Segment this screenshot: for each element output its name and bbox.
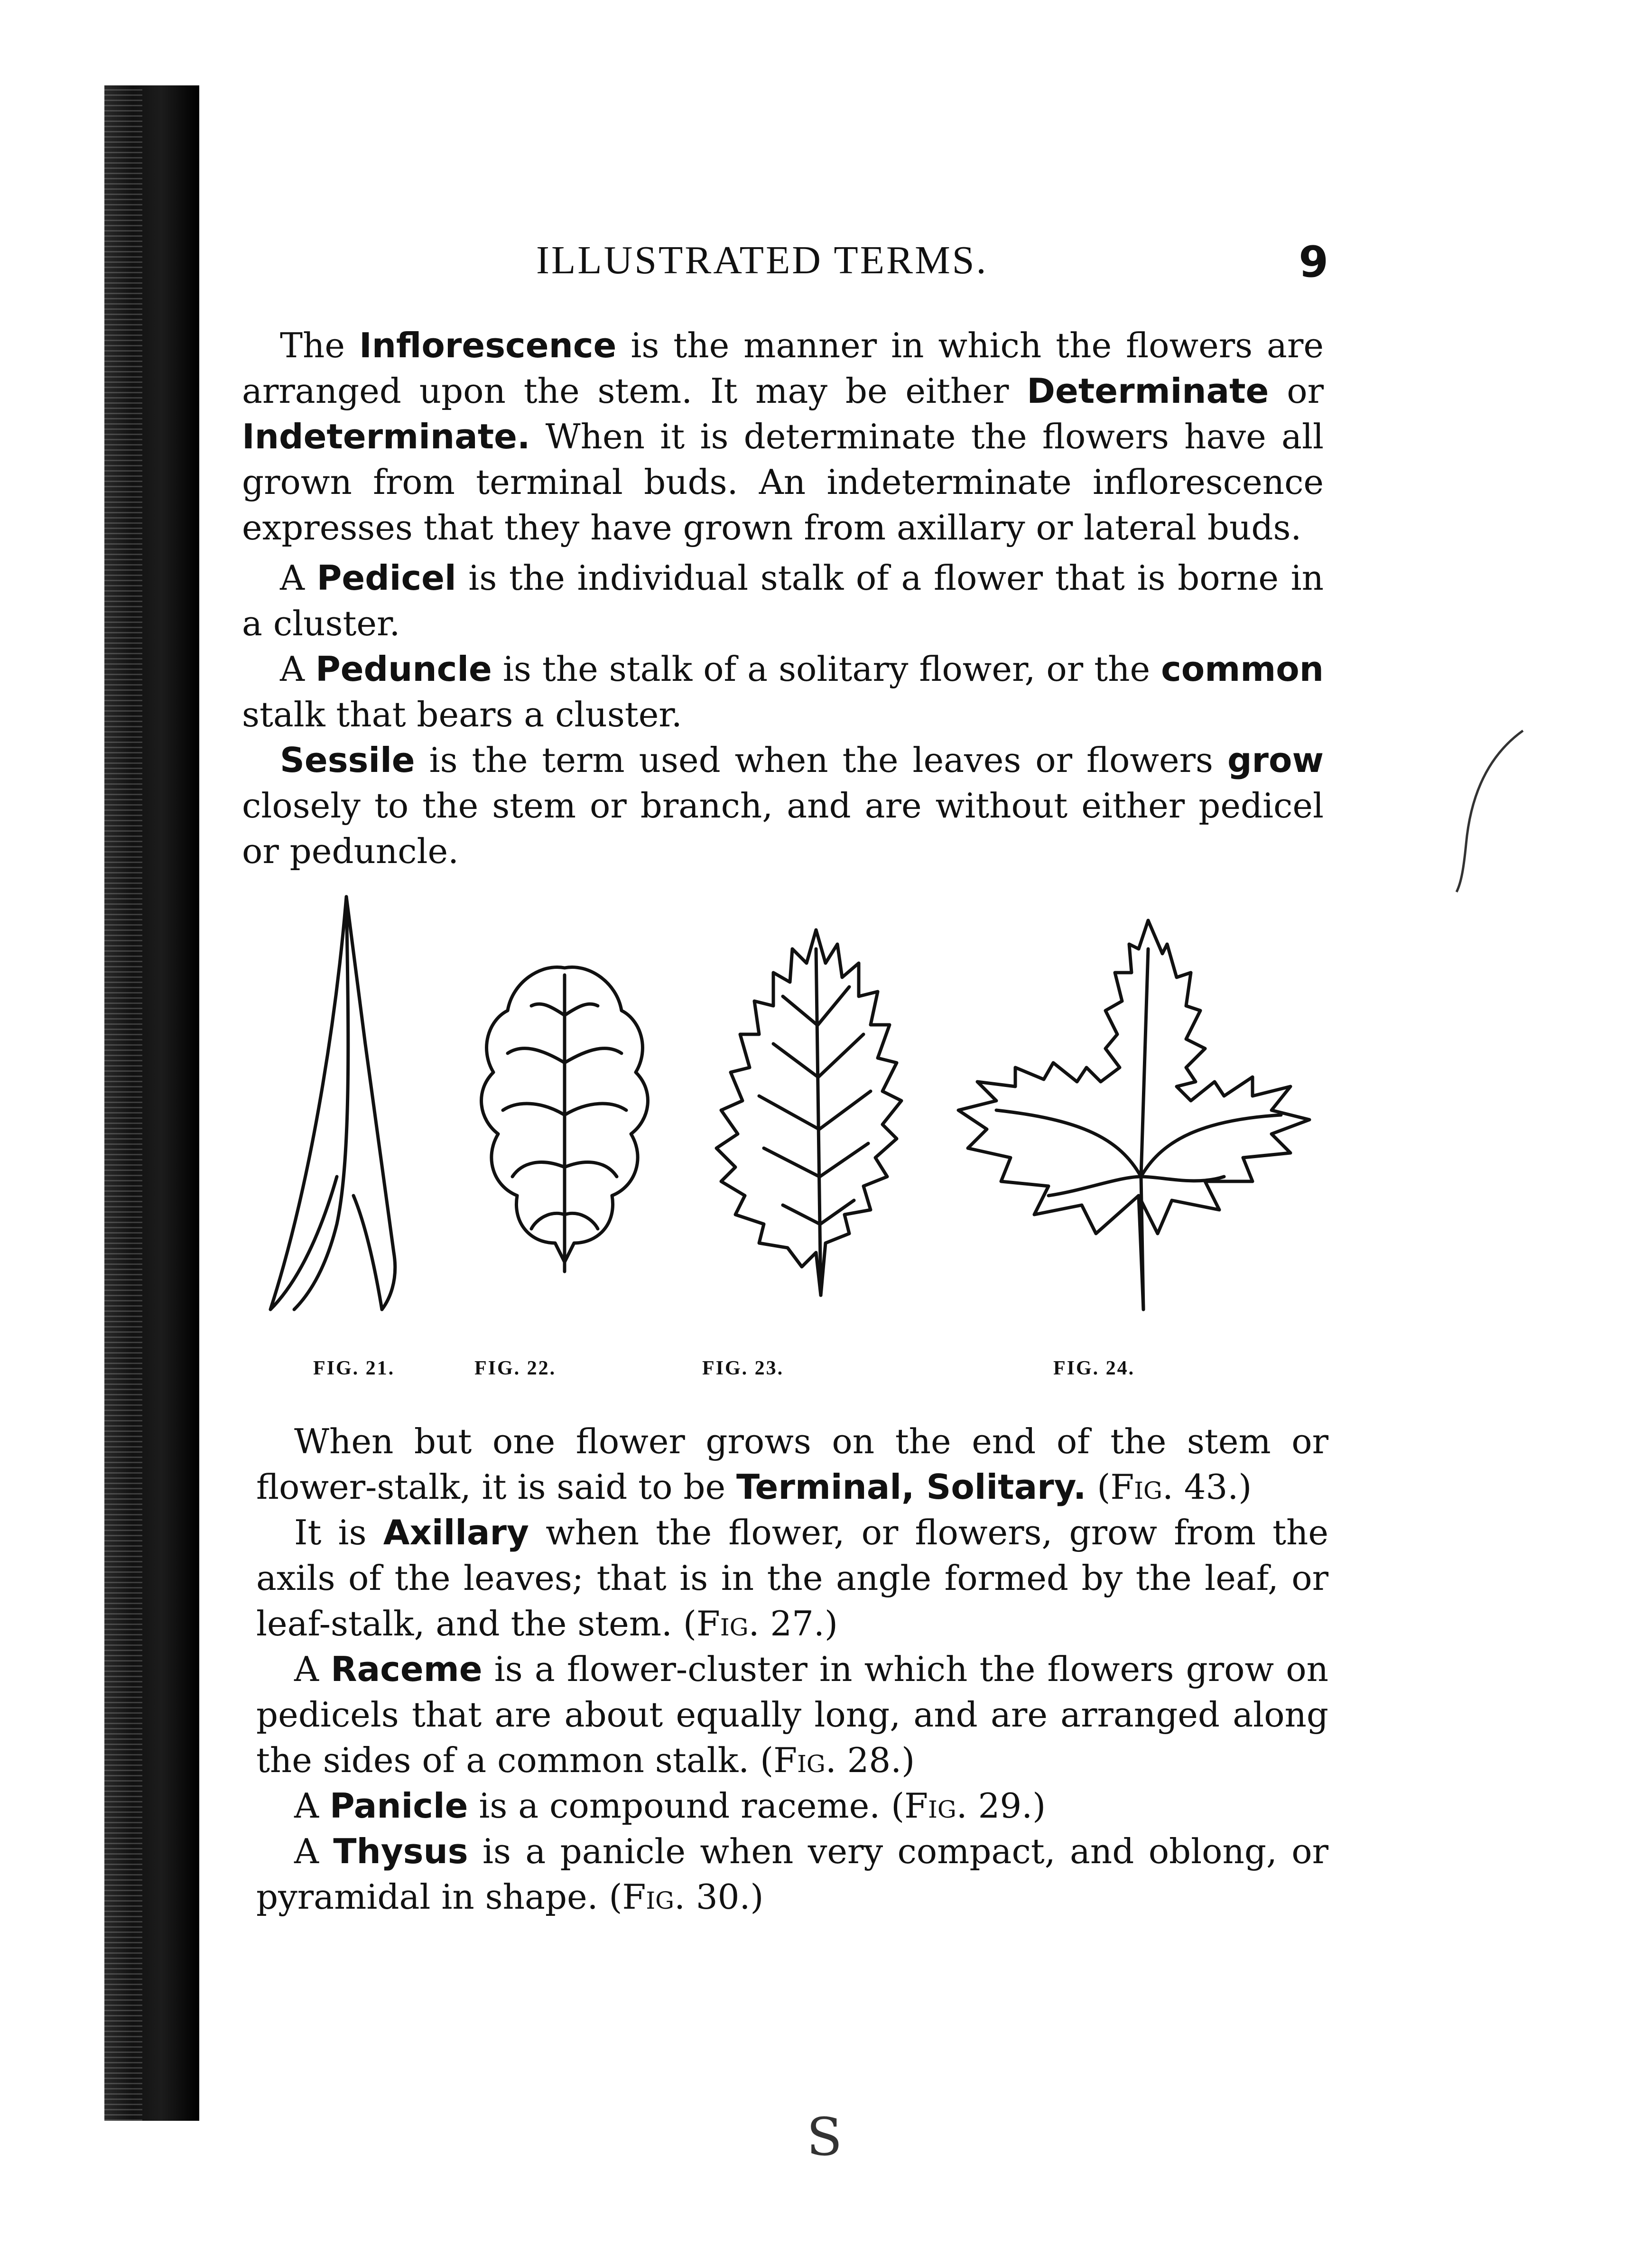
term-determinate: Determinate [1027, 371, 1269, 411]
paragraph-pedicel [242, 555, 1324, 646]
paragraph-peduncle [242, 646, 1324, 737]
figure-reference: (Fig. 27.) [683, 1604, 838, 1643]
page-number: 9 [1299, 237, 1328, 287]
text: is a compound raceme. [468, 1786, 881, 1826]
term-inflorescence: Inflorescence [359, 325, 617, 365]
figure-reference: (Fig. 43.) [1097, 1467, 1252, 1507]
text: is the manner in which the flowers are arranged upon the stem. It may be either [242, 325, 1324, 411]
text: is the individual stalk of a flower that is borne in a cluster. [242, 558, 1324, 643]
paragraph-terminal [256, 1419, 1328, 1510]
paragraph-sessile [242, 737, 1324, 874]
term-raceme: Raceme [331, 1649, 483, 1689]
text: A [280, 558, 317, 598]
paragraph-axillary [256, 1510, 1328, 1646]
term-grow: grow [1227, 740, 1324, 780]
text: is a flower-cluster in which the flowers grow on pedicels that are about equally long, and are arranged along the sides of a common stalk. [256, 1649, 1328, 1780]
term-peduncle: Peduncle [316, 649, 492, 689]
lanceolate-leaf-icon [270, 897, 395, 1309]
text: or [1269, 371, 1324, 411]
fig-23-label: FIG. 23. [702, 1357, 784, 1379]
text: is the term used when the leaves or flowers [415, 740, 1227, 780]
text: A [294, 1786, 330, 1826]
text: The [280, 325, 359, 365]
text: stalk that bears a cluster. [242, 695, 682, 734]
figure-reference: (Fig. 29.) [891, 1786, 1046, 1826]
text: A [294, 1649, 331, 1689]
fig-24-label: FIG. 24. [1053, 1357, 1135, 1379]
leaf-illustrations [266, 892, 1357, 1366]
stray-handwritten-mark: S [807, 2107, 843, 2167]
running-title: ILLUSTRATED TERMS. [536, 238, 988, 282]
text: A [294, 1831, 334, 1871]
text: is the stalk of a solitary flower, or the [492, 649, 1161, 689]
text: It is [294, 1513, 383, 1552]
paragraph-raceme [256, 1646, 1328, 1783]
text: is a panicle when very compact, and oblong, or pyramidal in shape. [256, 1831, 1328, 1917]
leaf-figures [266, 892, 1357, 1366]
serrate-leaf-icon [716, 930, 901, 1295]
text: closely to the stem or branch, and are without either pedicel or peduncle. [242, 786, 1324, 871]
term-common: common [1161, 649, 1324, 689]
term-sessile: Sessile [280, 740, 415, 780]
term-terminal-solitary: Terminal, Solitary. [736, 1467, 1086, 1507]
text: When it is determinate the flowers have all grown from terminal buds. An indeterminate inflorescence expresses that they have grown from axillary or lateral buds. [242, 417, 1324, 548]
paragraph-inflorescence [242, 323, 1324, 550]
margin-pencil-mark [1442, 726, 1537, 897]
term-panicle: Panicle [329, 1786, 468, 1826]
fig-21-label: FIG. 21. [313, 1357, 395, 1379]
term-thysus: Thysus [333, 1831, 468, 1871]
oval-sinuate-leaf-icon [482, 967, 648, 1272]
figure-reference: (Fig. 30.) [609, 1877, 764, 1917]
term-indeterminate: Indeterminate. [242, 417, 530, 456]
palmate-lobed-leaf-icon [958, 920, 1309, 1309]
text: A [280, 649, 316, 689]
text: when the flower, or flowers, grow from the axils of the leaves; that is in the angle formed by the leaf, or leaf-stalk, and the stem. [256, 1513, 1328, 1643]
paragraph-panicle [256, 1783, 1328, 1829]
text: When but one flower grows on the end of the stem or flower-stalk, it is said to be [256, 1421, 1328, 1507]
fig-22-label: FIG. 22. [474, 1357, 557, 1379]
paragraph-thysus [256, 1829, 1328, 1920]
figure-reference: (Fig. 28.) [760, 1740, 915, 1780]
term-axillary: Axillary [383, 1513, 529, 1552]
term-pedicel: Pedicel [316, 558, 456, 598]
page-header [237, 237, 1328, 294]
binding-speckle [104, 85, 142, 2121]
